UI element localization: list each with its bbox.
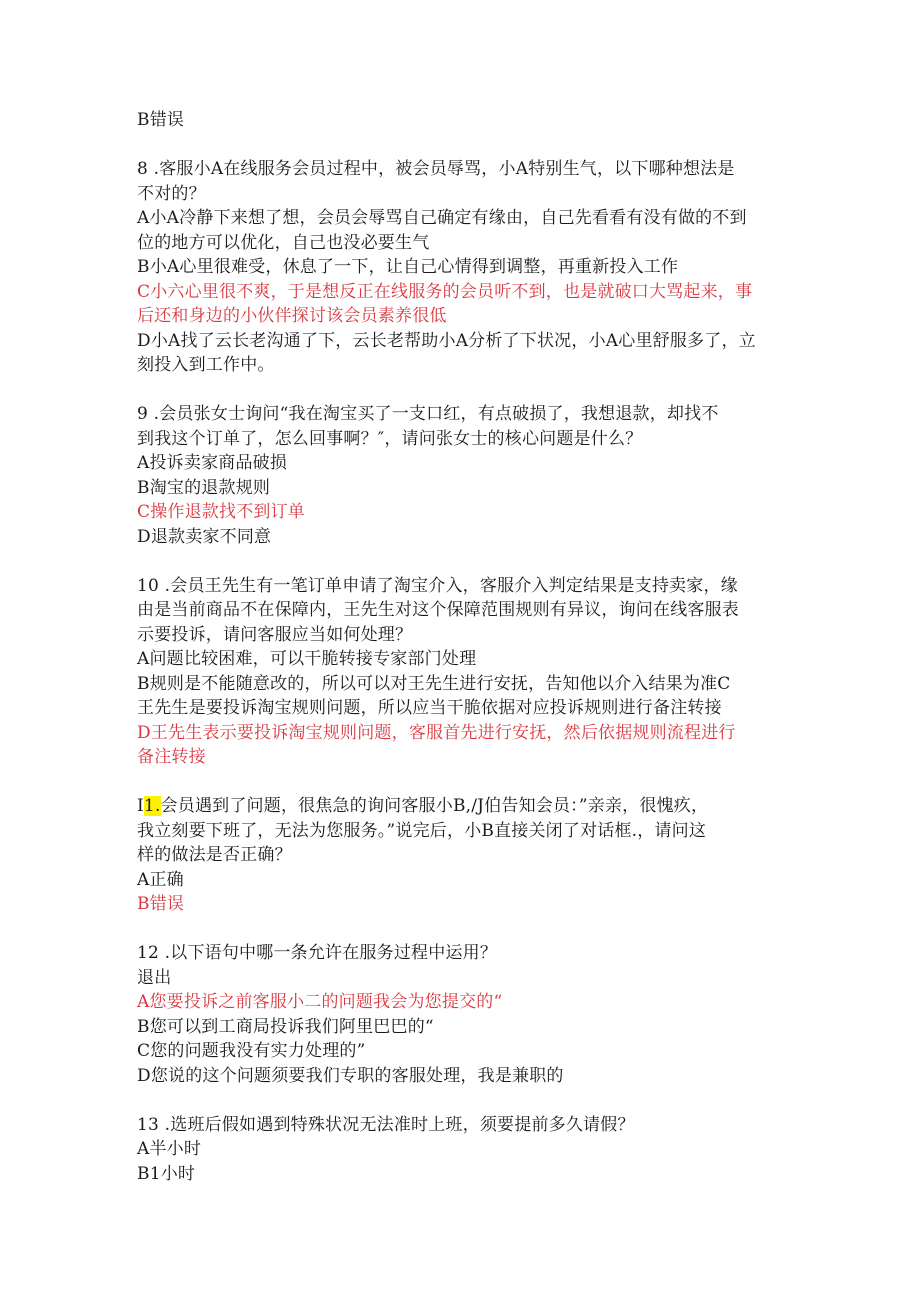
question-11-text-line-2: 我立刻要下班了，无法为您服务。”说完后，小B直接关闭了对话框.，请问这 bbox=[137, 820, 707, 841]
question-9 bbox=[137, 402, 797, 549]
question-10-text-line-2: 由是当前商品不在保障内，王先生对这个保障范围规则有异议，询问在线客服表 bbox=[137, 600, 739, 620]
question-13-option-b: B1小时 bbox=[137, 1163, 196, 1184]
question-13-option-a: A半小时 bbox=[137, 1139, 202, 1159]
question-10-option-c: 王先生是要投诉淘宝规则问题，所以应当干脆依据对应投诉规则进行备注转接 bbox=[137, 698, 722, 718]
question-11 bbox=[137, 794, 797, 917]
question-10-option-a: A问题比较困难，可以干脆转接专家部门处理 bbox=[137, 649, 477, 669]
question-11-number-prefix: I bbox=[137, 796, 144, 816]
question-12-text-line-2: 退出 bbox=[137, 967, 172, 988]
document-page bbox=[137, 108, 797, 1186]
question-13 bbox=[137, 1113, 797, 1187]
question-9-text-line-2: 到我这个订单了，怎么回事啊？″，请问张女士的核心问题是什么？ bbox=[137, 428, 643, 449]
spacer bbox=[137, 770, 797, 795]
question-12-option-c: C您的问题我没有实力处理的” bbox=[137, 1041, 366, 1061]
question-10-text-line-1: 10 .会员王先生有一笔订单申请了淘宝介入，客服介入判定结果是支持卖家，缘 bbox=[137, 575, 738, 596]
question-11-option-b: B错误 bbox=[137, 894, 185, 914]
question-8-option-a-line-1: A小A冷静下来想了想，会员会辱骂自己确定有缘由，自己先看看有没有做的不到 bbox=[137, 208, 747, 228]
question-10-option-d-line-2: 备注转接 bbox=[137, 747, 206, 767]
question-8-text-line-2: 不对的？ bbox=[137, 183, 206, 204]
question-8-option-a-line-2: 位的地方可以优化，自己也没必要生气 bbox=[137, 232, 430, 253]
question-10 bbox=[137, 574, 797, 770]
question-12-text-line-1: 12 .以下语句中哪一条允许在服务过程中运用？ bbox=[137, 943, 498, 963]
question-9-option-d: D退款卖家不同意 bbox=[137, 526, 272, 547]
question-8-text-line-1: 8 .客服小A在线服务会员过程中，被会员辱骂，小A特别生气，以下哪种想法是 bbox=[137, 159, 735, 179]
question-10-text-line-3: 示要投诉，请问客服应当如何处理？ bbox=[137, 624, 413, 645]
question-13-text-line-1: 13 .选班后假如遇到特殊状况无法准时上班，须要提前多久请假？ bbox=[137, 1114, 635, 1135]
question-8-option-d-line-1: D小A找了云长老沟通了下，云长老帮助小A分析了下状况，小A心里舒服多了，立 bbox=[137, 330, 756, 351]
question-12-option-b: B您可以到工商局投诉我们阿里巴巴的“ bbox=[137, 1016, 434, 1037]
spacer bbox=[137, 917, 797, 942]
question-9-option-a: A投诉卖家商品破损 bbox=[137, 453, 288, 473]
question-12-option-d: D您说的这个问题须要我们专职的客服处理，我是兼职的 bbox=[137, 1065, 564, 1086]
question-9-option-c: C操作退款找不到订单 bbox=[137, 502, 306, 522]
question-11-text-rest: 会员遇到了问题，很焦急的询问客服小B,/J伯告知会员：”亲亲，很愧疚， bbox=[160, 796, 709, 816]
question-8-option-c-line-1: C小六心里很不爽，于是想反正在线服务的会员听不到，也是就破口大骂起来，事 bbox=[137, 281, 753, 302]
question-11-text-line-1 bbox=[137, 794, 797, 819]
question-10-option-d-line-1: D王先生表示要投诉淘宝规则问题，客服首先进行安抚，然后依据规则流程进行 bbox=[137, 722, 736, 743]
question-8 bbox=[137, 157, 797, 378]
highlighted-text: 1. bbox=[143, 796, 161, 816]
question-8-option-d-line-2: 刻投入到工作中。 bbox=[137, 355, 275, 375]
spacer bbox=[137, 378, 797, 403]
question-9-text-line-1: 9 .会员张女士询问“我在淘宝买了一支口红，有点破损了，我想退款，却找不 bbox=[137, 404, 719, 424]
spacer bbox=[137, 1088, 797, 1113]
question-12 bbox=[137, 941, 797, 1088]
question-11-option-a: A正确 bbox=[137, 869, 184, 890]
question-8-option-c-line-2: 后还和身边的小伙伴探讨该会员素养很低 bbox=[137, 306, 447, 326]
question-9-option-b: B淘宝的退款规则 bbox=[137, 477, 271, 498]
spacer bbox=[137, 549, 797, 574]
question-11-text-line-3: 样的做法是否正确？ bbox=[137, 845, 292, 865]
question-8-option-b: B小A心里很难受，休息了一下，让自己心情得到调整，再重新投入工作 bbox=[137, 257, 679, 277]
spacer bbox=[137, 133, 797, 158]
question-10-option-b: B规则是不能随意改的，所以可以对王先生进行安抚，告知他以介入结果为准C bbox=[137, 673, 731, 694]
previous-answer-option-b: B错误 bbox=[137, 110, 185, 130]
question-12-option-a: A您要投诉之前客服小二的问题我会为您提交的“ bbox=[137, 992, 503, 1012]
